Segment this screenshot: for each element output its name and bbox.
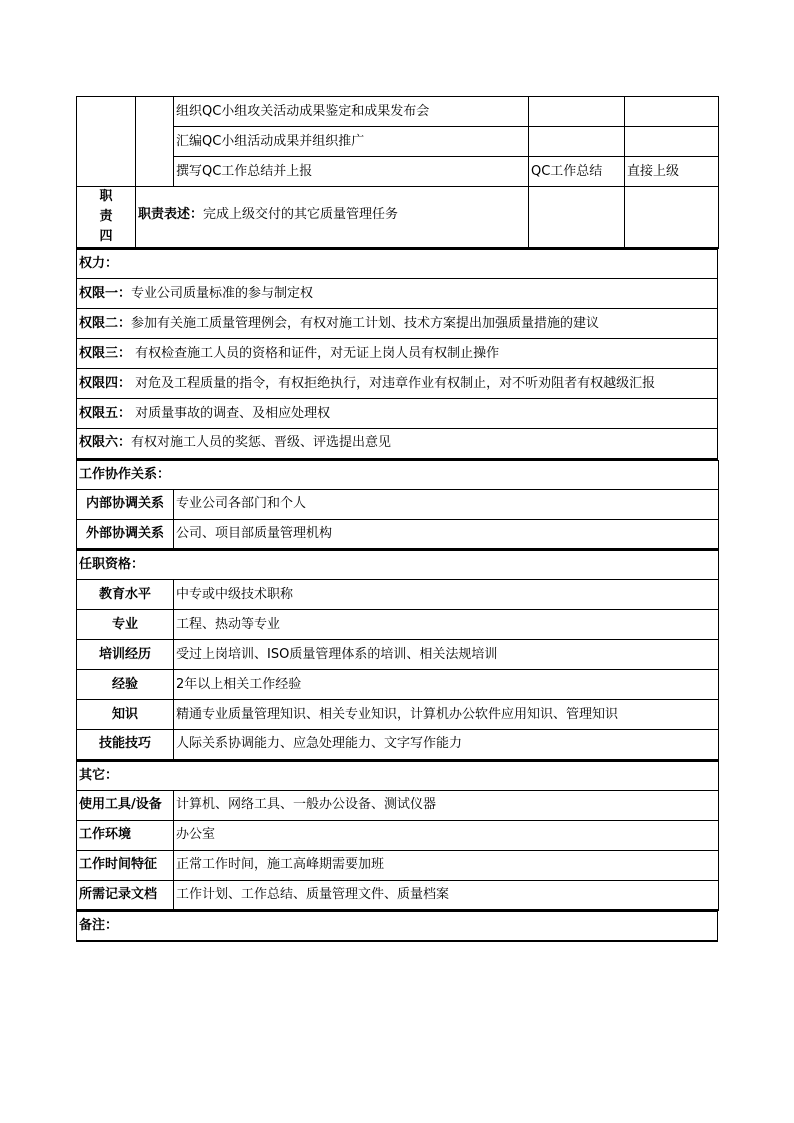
authority-label: 权限二： <box>79 315 132 331</box>
cooperation-row <box>77 489 719 519</box>
qualification-row <box>77 580 719 610</box>
qualification-row <box>77 730 719 760</box>
cooperation-label: 内部协调关系 <box>77 489 174 519</box>
duty-four-char: 职 <box>99 189 113 204</box>
authority-text: 参加有关施工质量管理例会，有权对施工计划、技术方案提出加强质量措施的建议 <box>131 315 600 331</box>
authority-item <box>77 309 718 339</box>
duty-four-label <box>77 187 136 249</box>
other-label: 使用工具/设备 <box>77 790 174 820</box>
authority-text: 有权检查施工人员的资格和证件，对无证上岗人员有权制止操作 <box>131 345 500 361</box>
other-text: 办公室 <box>174 820 719 850</box>
duty-row <box>77 157 719 187</box>
qualification-text: 2年以上相关工作经验 <box>174 670 719 700</box>
cooperation-text: 公司、项目部质量管理机构 <box>174 519 719 549</box>
authority-row <box>77 339 718 369</box>
duty-output: QC工作总结 <box>529 157 625 187</box>
other-label: 工作时间特征 <box>77 850 174 880</box>
duty-four-row <box>77 187 719 249</box>
other-row <box>77 790 719 820</box>
qualification-header-row <box>77 551 719 580</box>
authority-row <box>77 369 718 399</box>
authority-item <box>77 369 718 399</box>
duty-task: 汇编QC小组活动成果并组织推广 <box>174 127 529 157</box>
authority-header-row <box>77 250 718 279</box>
authority-row <box>77 279 718 309</box>
qualification-label: 经验 <box>77 670 174 700</box>
duty-task: 组织QC小组攻关活动成果鉴定和成果发布会 <box>174 97 529 127</box>
authority-label: 权限三： <box>79 345 132 361</box>
authority-text: 有权对施工人员的奖惩、晋级、评选提出意见 <box>131 435 392 451</box>
other-text: 工作计划、工作总结、质量管理文件、质量档案 <box>174 880 719 910</box>
qualification-text: 受过上岗培训、ISO质量管理体系的培训、相关法规培训 <box>174 640 719 670</box>
qualification-label: 培训经历 <box>77 640 174 670</box>
authority-item <box>77 399 718 429</box>
job-description-document <box>76 96 718 942</box>
other-row <box>77 850 719 880</box>
qualification-text: 人际关系协调能力、应急处理能力、文字写作能力 <box>174 730 719 760</box>
qualification-row <box>77 640 719 670</box>
other-header-row <box>77 761 719 790</box>
duty-four-report-to <box>625 187 719 249</box>
duty-blank-cell <box>136 97 174 187</box>
other-row <box>77 880 719 910</box>
qualification-text: 中专或中级技术职称 <box>174 580 719 610</box>
qualification-text: 精通专业质量管理知识、相关专业知识，计算机办公软件应用知识、管理知识 <box>174 700 719 730</box>
authority-label: 权限四： <box>79 375 132 391</box>
duty-number-cell <box>77 97 136 187</box>
other-label: 工作环境 <box>77 820 174 850</box>
authority-item <box>77 279 718 309</box>
qualification-row <box>77 670 719 700</box>
qualification-label: 技能技巧 <box>77 730 174 760</box>
section-title: 权力： <box>77 250 718 279</box>
duty-row <box>77 127 719 157</box>
section-title: 其它： <box>77 761 719 790</box>
other-section <box>76 761 719 912</box>
authority-label: 权限五： <box>79 405 132 421</box>
other-row <box>77 820 719 850</box>
authority-item <box>77 339 718 369</box>
authority-row <box>77 309 718 339</box>
duty-report-to <box>625 127 719 157</box>
cooperation-section <box>76 460 719 551</box>
qualification-row <box>77 700 719 730</box>
section-title: 备注： <box>77 912 718 941</box>
cooperation-header-row <box>77 460 719 489</box>
qualification-section <box>76 550 719 761</box>
authority-label: 权限一： <box>79 285 132 301</box>
authority-text: 对质量事故的调查、及相应处理权 <box>131 405 331 421</box>
authority-row <box>77 399 718 429</box>
authority-label: 权限六： <box>79 435 132 451</box>
qualification-text: 工程、热动等专业 <box>174 610 719 640</box>
section-title: 工作协作关系： <box>77 460 719 489</box>
authority-item <box>77 429 718 459</box>
duty-row <box>77 97 719 127</box>
cooperation-label: 外部协调关系 <box>77 519 174 549</box>
duty-four-description <box>136 187 529 249</box>
duty-four-char: 四 <box>99 229 113 244</box>
duty-report-to <box>625 97 719 127</box>
cooperation-row <box>77 519 719 549</box>
duty-four-char: 责 <box>99 209 113 224</box>
other-label: 所需记录文档 <box>77 880 174 910</box>
qualification-row <box>77 610 719 640</box>
authority-text: 专业公司质量标准的参与制定权 <box>131 285 314 301</box>
duty-four-desc-text: 完成上级交付的其它质量管理任务 <box>203 207 399 222</box>
duty-report-to: 直接上级 <box>625 157 719 187</box>
remarks-row <box>77 912 718 941</box>
cooperation-text: 专业公司各部门和个人 <box>174 489 719 519</box>
duty-output <box>529 127 625 157</box>
authority-text: 对危及工程质量的指令，有权拒绝执行，对违章作业有权制止，对不听劝阻者有权越级汇报 <box>131 375 656 391</box>
section-title: 任职资格： <box>77 551 719 580</box>
authority-section <box>76 249 718 460</box>
qualification-label: 知识 <box>77 700 174 730</box>
duty-output <box>529 97 625 127</box>
authority-row <box>77 429 718 459</box>
duty-four-desc-label: 职责表述： <box>138 207 204 222</box>
remarks-section <box>76 911 718 942</box>
duty-task: 撰写QC工作总结并上报 <box>174 157 529 187</box>
duty-table <box>76 96 719 249</box>
other-text: 正常工作时间，施工高峰期需要加班 <box>174 850 719 880</box>
duty-four-output <box>529 187 625 249</box>
qualification-label: 教育水平 <box>77 580 174 610</box>
qualification-label: 专业 <box>77 610 174 640</box>
other-text: 计算机、网络工具、一般办公设备、测试仪器 <box>174 790 719 820</box>
